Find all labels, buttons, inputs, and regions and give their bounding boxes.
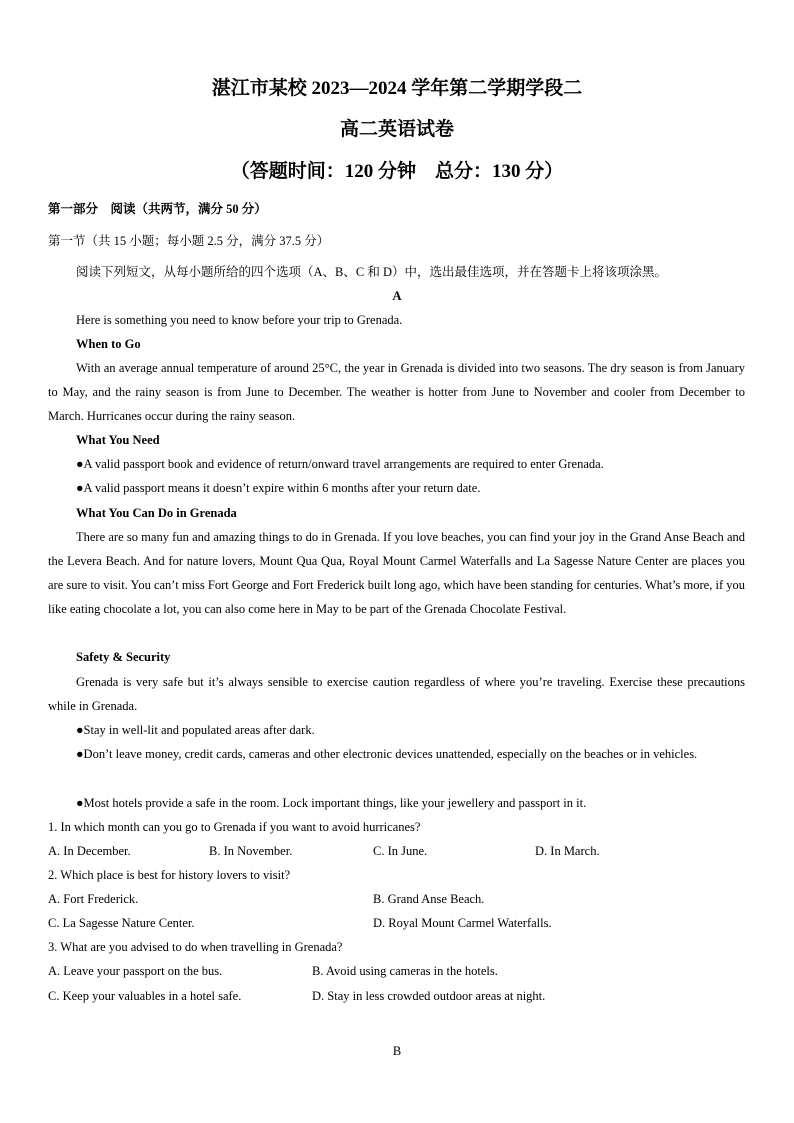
question-1-option-b[interactable]: B. In November. <box>209 844 293 858</box>
safety-text: Grenada is very safe but it’s always sensible to exercise caution regardless of where you’re traveling. Exercise these precautions while in Grenada. <box>48 675 745 713</box>
what-you-need-heading: What You Need <box>76 433 160 447</box>
question-1-option-a[interactable]: A. In December. <box>48 844 131 858</box>
question-2-option-a[interactable]: A. Fort Frederick. <box>48 892 139 906</box>
need-item-1: ●A valid passport book and evidence of return/onward travel arrangements are required to enter Grenada. <box>76 457 604 471</box>
safety-item-1: ●Stay in well-lit and populated areas after dark. <box>76 723 315 737</box>
when-to-go-text: With an average annual temperature of around 25°C, the year in Grenada is divided into two seasons. The dry season is from January to May, and the rainy season is from June to December. The weather is hotter from June to November and cooler from December to March. Hurricanes occur during the rainy season. <box>48 361 745 423</box>
passage-a-label: A <box>392 289 402 303</box>
passage-b-label: B <box>392 1044 402 1058</box>
question-1-option-c[interactable]: C. In June. <box>373 844 428 858</box>
question-3-option-b[interactable]: B. Avoid using cameras in the hotels. <box>312 964 498 978</box>
safety-heading: Safety & Security <box>76 650 171 664</box>
question-3-stem: 3. What are you advised to do when travelling in Grenada? <box>48 940 343 954</box>
question-2-option-c[interactable]: C. La Sagesse Nature Center. <box>48 916 195 930</box>
reading-instruction: 阅读下列短文，从每小题所给的四个选项（A、B、C 和 D）中，选出最佳选项，并在答题卡上将该项涂黑。 <box>76 265 667 279</box>
section1-heading: 第一节（共 15 小题；每小题 2.5 分，满分 37.5 分） <box>48 234 330 248</box>
exam-title: 湛江市某校 2023—2024 学年第二学期学段二 <box>211 78 583 99</box>
question-1-option-d[interactable]: D. In March. <box>535 844 600 858</box>
safety-item-2: ●Don’t leave money, credit cards, cameras and other electronic devices unattended, especially on the beaches or in vehicles. <box>76 747 698 761</box>
part1-heading: 第一部分 阅读（共两节，满分 50 分） <box>48 202 267 216</box>
exam-time-score: （答题时间：120 分钟 总分：130 分） <box>230 161 564 182</box>
question-2-stem: 2. Which place is best for history lovers to visit? <box>48 868 291 882</box>
what-you-can-do-heading: What You Can Do in Grenada <box>76 506 237 520</box>
question-1-stem: 1. In which month can you go to Grenada if you want to avoid hurricanes? <box>48 820 421 834</box>
passage-a-intro: Here is something you need to know before your trip to Grenada. <box>76 313 403 327</box>
question-3-option-c[interactable]: C. Keep your valuables in a hotel safe. <box>48 989 242 1003</box>
question-2-option-b[interactable]: B. Grand Anse Beach. <box>373 892 485 906</box>
when-to-go-heading: When to Go <box>76 337 141 351</box>
what-you-can-do-text: There are so many fun and amazing things to do in Grenada. If you love beaches, you can find your joy in the Grand Anse Beach and the Levera Beach. And for nature lovers, Mount Qua Qua, Royal Mount Carmel Waterfalls and La Sagesse Nature Center are places you are sure to visit. You can’t miss Fort George and Fort Frederick built long ago, which have been standing for centuries. What’s more, if you like eating chocolate a lot, you can also come here in May to be part of the Grenada Chocolate Festival. <box>48 530 745 616</box>
need-item-2: ●A valid passport means it doesn’t expire within 6 months after your return date. <box>76 481 481 495</box>
question-3-option-d[interactable]: D. Stay in less crowded outdoor areas at night. <box>312 989 546 1003</box>
safety-item-3: ●Most hotels provide a safe in the room. Lock important things, like your jewellery and passport in it. <box>76 796 587 810</box>
question-3-option-a[interactable]: A. Leave your passport on the bus. <box>48 964 223 978</box>
exam-subject: 高二英语试卷 <box>339 119 454 140</box>
question-2-option-d[interactable]: D. Royal Mount Carmel Waterfalls. <box>373 916 552 930</box>
